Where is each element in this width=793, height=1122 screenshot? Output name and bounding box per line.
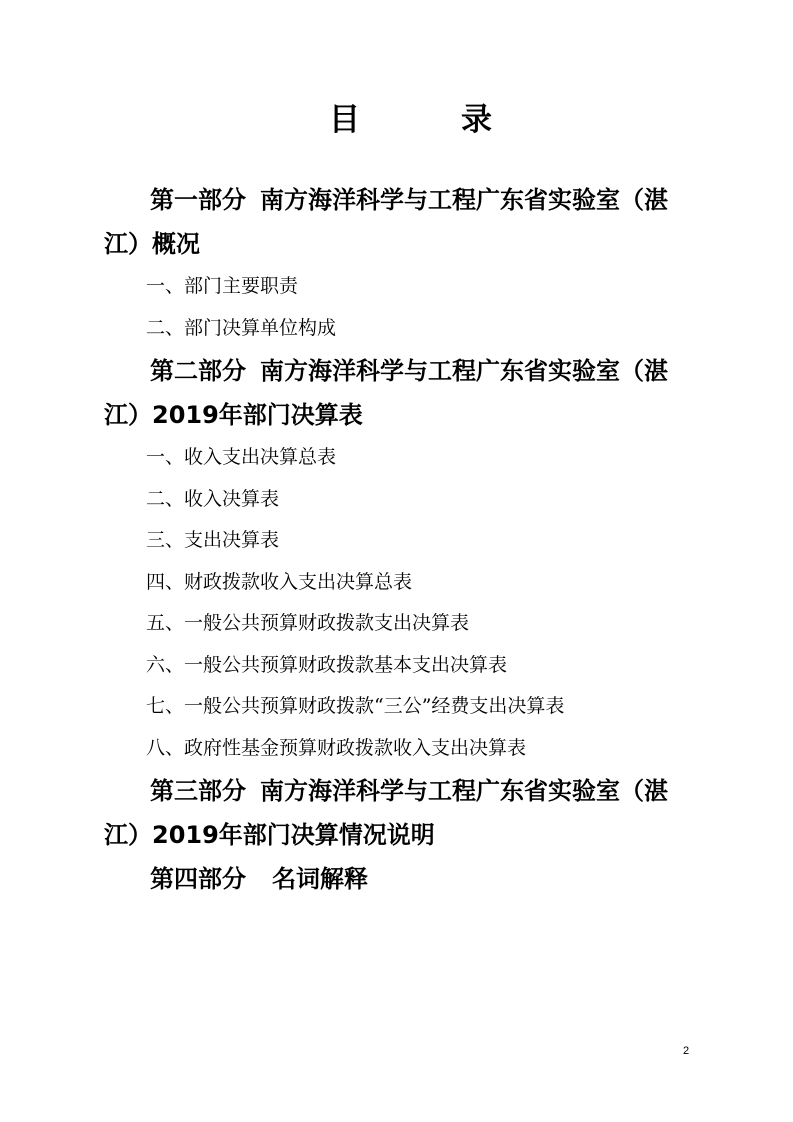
toc-part-4-line-1 — [104, 857, 684, 901]
toc-part-4 — [104, 857, 684, 901]
toc-part-4-title: 名词解释 — [272, 865, 368, 893]
toc-section-2-4: 四、财政拨款收入支出决算总表 — [146, 570, 413, 593]
toc-section-1-2: 二、部门决算单位构成 — [146, 316, 337, 339]
toc-section-2-6: 六、一般公共预算财政拨款基本支出决算表 — [146, 653, 508, 676]
toc-part-3-title-line-1: 南方海洋科学与工程广东省实验室（湛 — [260, 777, 668, 805]
toc-part-3-line-1 — [104, 769, 684, 813]
toc-part-1-heading: 第一部分 — [150, 186, 246, 214]
toc-part-2-line-1 — [104, 349, 684, 393]
toc-part-3 — [104, 769, 684, 857]
toc-section-2-8: 八、政府性基金预算财政拨款收入支出决算表 — [146, 736, 527, 759]
toc-title — [0, 100, 793, 140]
toc-title-char-2: 录 — [461, 102, 492, 138]
toc-part-2-title-line-2: 江）2019年部门决算表 — [104, 401, 363, 429]
toc-section-2-7: 七、一般公共预算财政拨款“三公”经费支出决算表 — [146, 695, 565, 717]
toc-title-char-1: 目 — [329, 102, 360, 138]
page-number: 2 — [683, 1045, 690, 1057]
toc-part-3-heading: 第三部分 — [150, 777, 246, 805]
toc-part-3-title-line-2: 江）2019年部门决算情况说明 — [104, 821, 435, 849]
toc-part-2 — [104, 349, 684, 437]
toc-part-1-line-1 — [104, 178, 684, 222]
toc-part-1 — [104, 178, 684, 266]
toc-section-2-1: 一、收入支出决算总表 — [146, 446, 337, 468]
toc-part-1-title-line-1: 南方海洋科学与工程广东省实验室（湛 — [260, 186, 668, 214]
toc-part-4-heading: 第四部分 — [150, 865, 246, 893]
toc-section-1-1: 一、部门主要职责 — [146, 275, 299, 297]
toc-section-2-5: 五、一般公共预算财政拨款支出决算表 — [146, 612, 470, 634]
toc-section-2-3: 三、支出决算表 — [146, 529, 280, 551]
toc-part-2-title-line-1: 南方海洋科学与工程广东省实验室（湛 — [260, 357, 668, 385]
toc-section-2-2: 二、收入决算表 — [146, 487, 280, 510]
toc-part-2-heading: 第二部分 — [150, 357, 246, 385]
toc-list — [104, 178, 684, 901]
toc-part-1-title-line-2: 江）概况 — [104, 230, 200, 258]
